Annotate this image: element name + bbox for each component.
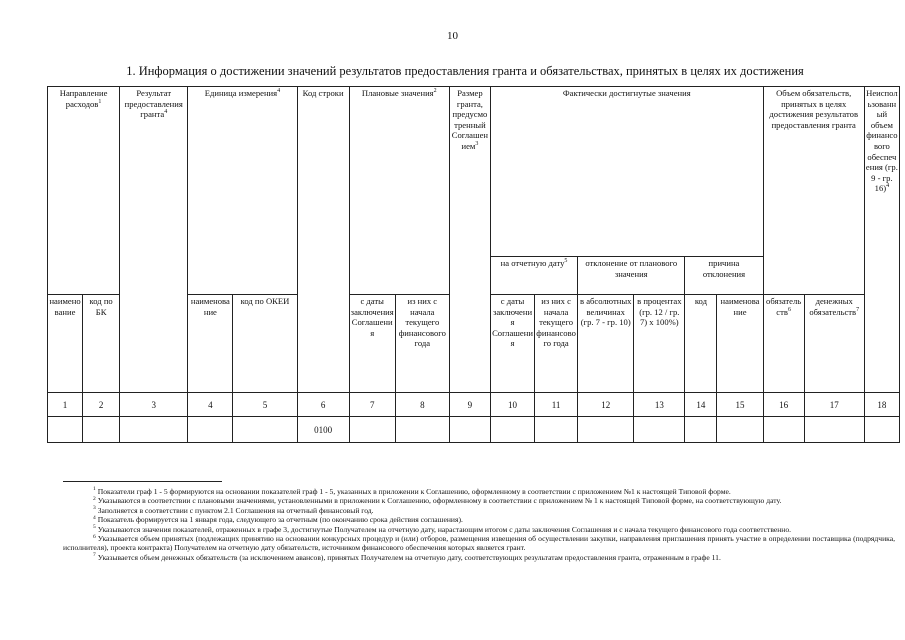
header-actual-since-agreement: с даты заключения Соглашения bbox=[490, 295, 534, 393]
header-reason: причина отклонения bbox=[685, 257, 763, 295]
cell-obligations[interactable] bbox=[763, 417, 804, 443]
header-result: Результат предоставления гранта$^4$ bbox=[120, 87, 188, 393]
cell-actual-current-year[interactable] bbox=[535, 417, 578, 443]
footnote-text: Указывается объем денежных обязательств (за исключением авансов), принятых Получателем на отчетную дату, соответствующих результатам предоставления гранта, отраженным в графе 11. bbox=[97, 552, 721, 562]
cell-deviation-absolute[interactable] bbox=[578, 417, 634, 443]
header-actual: Фактически достигнутые значения bbox=[490, 87, 763, 257]
footnotes bbox=[63, 487, 895, 562]
column-number: 5 bbox=[233, 393, 297, 417]
header-planned: Плановые значения$^2$ bbox=[349, 87, 449, 295]
column-number: 16 bbox=[763, 393, 804, 417]
footnote-divider bbox=[63, 481, 222, 482]
footnote bbox=[63, 515, 895, 524]
footnote-text: Показатель формируется на 1 января года, следующего за отчетным (по окончанию срока действия соглашения). bbox=[97, 515, 463, 525]
column-number: 7 bbox=[349, 393, 395, 417]
cell-unit-code[interactable] bbox=[233, 417, 297, 443]
column-number: 2 bbox=[83, 393, 120, 417]
footnote-text: Указываются в соответствии с плановыми значениями, установленными в приложении к Соглашению, оформленному в соответствии с приложением № 1 к настоящей Типовой форме, на соответствующую дату. bbox=[97, 496, 782, 506]
header-planned-since-agreement: с даты заключения Соглашения bbox=[349, 295, 395, 393]
footnote-text: Указывается объем принятых (подлежащих принятию на основании конкурсных процедур и (или) отборов, размещения извещения об осуществлении закупки, направления приглашения принять участие в определении поставщика (подрядчика, исполнителя), проекта контракта) Получателем на отчетную дату обязательств, источником финансового обеспечения которых является грант. bbox=[63, 534, 895, 553]
header-at-date: на отчетную дату$^5$ bbox=[490, 257, 577, 295]
column-number-row bbox=[48, 393, 900, 417]
column-number: 12 bbox=[578, 393, 634, 417]
footnote-mark: 5 bbox=[93, 524, 96, 531]
column-number: 15 bbox=[717, 393, 763, 417]
page-number: 10 bbox=[447, 30, 458, 42]
column-number: 10 bbox=[490, 393, 534, 417]
column-number: 17 bbox=[804, 393, 864, 417]
cell-reason-code[interactable] bbox=[685, 417, 717, 443]
footnote-text: Указываются значения показателей, отраженных в графе 3, достигнутые Получателем на отчетную дату, нарастающим итогом с даты заключения Соглашения и с начала текущего финансового года соответственно. bbox=[97, 524, 792, 534]
footnote-text: Показатели граф 1 - 5 формируются на основании показателей граф 1 - 5, указанных в приложении к Соглашению, оформленному в соответствии с приложением №1 к настоящей Типовой форме. bbox=[97, 487, 731, 496]
cell-planned-since-agreement[interactable] bbox=[349, 417, 395, 443]
footnote bbox=[63, 487, 895, 496]
footnote-mark: 6 bbox=[93, 533, 96, 540]
header-unit-name: наименование bbox=[188, 295, 233, 393]
header-deviation-absolute: в абсолютных величинах (гр. 7 - гр. 10) bbox=[578, 295, 634, 393]
footnote bbox=[63, 553, 895, 562]
cell-actual-since-agreement[interactable] bbox=[490, 417, 534, 443]
header-direction-name: наименование bbox=[48, 295, 83, 393]
cell-unused[interactable] bbox=[864, 417, 899, 443]
column-number: 6 bbox=[297, 393, 349, 417]
column-number: 11 bbox=[535, 393, 578, 417]
column-number: 3 bbox=[120, 393, 188, 417]
header-unused: Неиспользованный объем финансового обеспечения (гр. 9 - гр. 16)$^4$ bbox=[864, 87, 899, 393]
header-reason-code: код bbox=[685, 295, 717, 393]
header-deviation: отклонение от планового значения bbox=[578, 257, 685, 295]
column-number: 1 bbox=[48, 393, 83, 417]
column-number: 18 bbox=[864, 393, 899, 417]
report-table bbox=[47, 86, 900, 443]
header-obligations-count: обязательств$^6$ bbox=[763, 295, 804, 393]
footnote-mark: 2 bbox=[93, 495, 96, 502]
header-monetary-obligations: денежных обязательств$^7$ bbox=[804, 295, 864, 393]
header-line-code: Код строки bbox=[297, 87, 349, 393]
cell-direction-name[interactable] bbox=[48, 417, 83, 443]
cell-monetary-obligations[interactable] bbox=[804, 417, 864, 443]
header-reason-name: наименование bbox=[717, 295, 763, 393]
column-number: 8 bbox=[395, 393, 449, 417]
header-unit: Единица измерения$^4$ bbox=[188, 87, 297, 295]
column-number: 14 bbox=[685, 393, 717, 417]
header-planned-current-year: из них с начала текущего финансового года bbox=[395, 295, 449, 393]
footnote bbox=[63, 506, 895, 515]
column-number: 13 bbox=[634, 393, 685, 417]
header-direction: Направление расходов$^1$ bbox=[48, 87, 120, 295]
footnote bbox=[63, 534, 895, 553]
footnote-mark: 4 bbox=[93, 514, 96, 521]
page-title: 1. Информация о достижении значений результатов предоставления гранта и обязательствах, принятых в целях их достижения bbox=[126, 64, 804, 78]
header-unit-code: код по ОКЕИ bbox=[233, 295, 297, 393]
header-deviation-percent: в процентах (гр. 12 / гр. 7) х 100%) bbox=[634, 295, 685, 393]
cell-planned-current-year[interactable] bbox=[395, 417, 449, 443]
cell-unit-name[interactable] bbox=[188, 417, 233, 443]
column-number: 9 bbox=[449, 393, 490, 417]
footnote bbox=[63, 525, 895, 534]
cell-result[interactable] bbox=[120, 417, 188, 443]
header-actual-current-year: из них с начала текущего финансового года bbox=[535, 295, 578, 393]
footnote-mark: 7 bbox=[93, 552, 96, 559]
cell-deviation-percent[interactable] bbox=[634, 417, 685, 443]
footnote bbox=[63, 496, 895, 505]
cell-direction-code[interactable] bbox=[83, 417, 120, 443]
footnote-mark: 1 bbox=[93, 486, 96, 493]
cell-line-code: 0100 bbox=[297, 417, 349, 443]
cell-reason-name[interactable] bbox=[717, 417, 763, 443]
header-direction-code: код по БК bbox=[83, 295, 120, 393]
table-row bbox=[48, 417, 900, 443]
footnote-text: Заполняется в соответствии с пунктом 2.1 Соглашения на отчетный финансовый год. bbox=[97, 505, 374, 515]
column-number: 4 bbox=[188, 393, 233, 417]
header-grant-size: Размер гранта, предусмотренный Соглашением$^3$ bbox=[449, 87, 490, 393]
header-obligations: Объем обязательств, принятых в целях достижения результатов предоставления гранта bbox=[763, 87, 864, 295]
footnote-mark: 3 bbox=[93, 505, 96, 512]
cell-grant-size[interactable] bbox=[449, 417, 490, 443]
